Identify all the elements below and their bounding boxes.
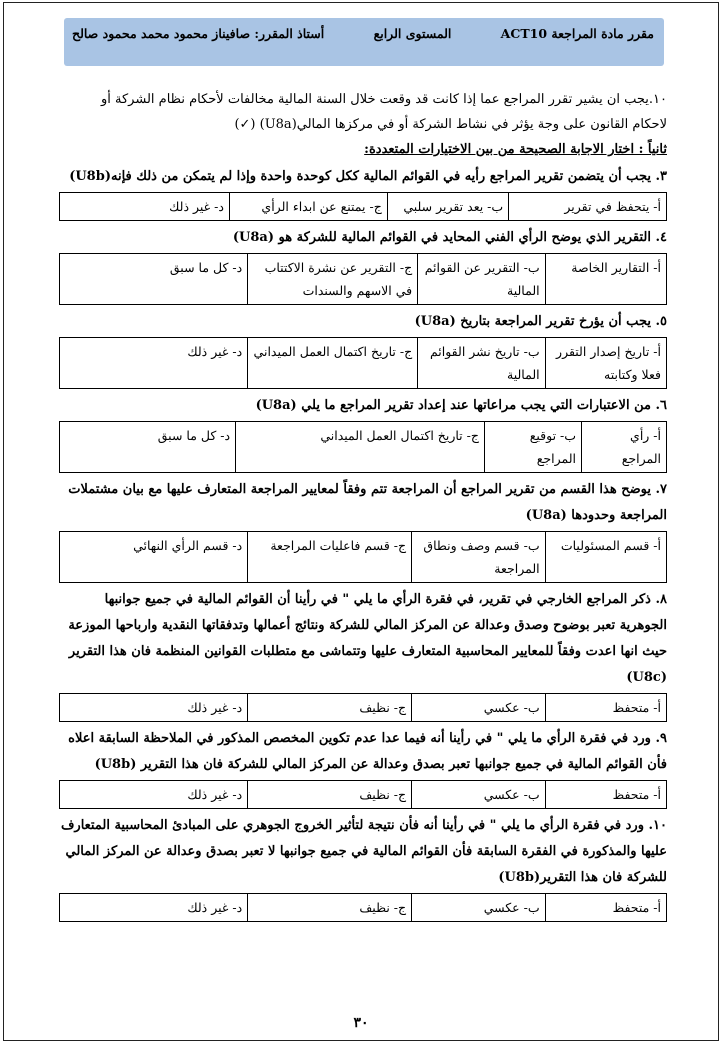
option-c[interactable]: ج- التقرير عن نشرة الاكتتاب في الاسهم والسندات <box>248 254 418 305</box>
option-a[interactable]: أ- قسم المسئوليات <box>545 532 666 583</box>
options-q3 <box>59 192 667 221</box>
option-d[interactable]: د- غير ذلك <box>60 193 230 221</box>
option-d[interactable]: د- كل ما سبق <box>60 422 236 473</box>
question-10: ١٠. ورد في فقرة الرأي ما يلي " في رأينا أنه فأن نتيجة لتأثير الخروج الجوهري على المبادئ المحاسبية المتعارف عليها والمذكورة في الفقرة السابقة فأن القوائم المالية في جميع جوانبها لا تعبر بصدق وعدالة عن المركز المالي للشركة فان هذا التقرير(U8b) <box>60 818 667 885</box>
option-b[interactable]: ب- عكسي <box>412 781 546 809</box>
option-c[interactable]: ج- نظيف <box>248 781 412 809</box>
option-d[interactable]: د- غير ذلك <box>60 781 248 809</box>
options-q8 <box>59 693 667 722</box>
option-c[interactable]: ج- قسم فاعليات المراجعة <box>248 532 412 583</box>
item10-line1: ١٠.يجب ان يشير تقرر المراجع عما إذا كانت قد وقعت خلال السنة المالية مخالفات لأحكام نظام الشركة أو <box>101 92 667 107</box>
option-d[interactable]: د- كل ما سبق <box>60 254 248 305</box>
document-page <box>3 2 719 1041</box>
options-q5 <box>59 337 667 389</box>
options-q4 <box>59 253 667 305</box>
option-a[interactable]: أ- متحفظ <box>545 894 666 922</box>
option-a[interactable]: أ- متحفظ <box>545 781 666 809</box>
option-d[interactable]: د- قسم الرأي النهائي <box>60 532 248 583</box>
options-q10 <box>59 893 667 922</box>
question-9: ٩. ورد في فقرة الرأي ما يلي " في رأينا أنه فيما عدا عدم تكوين المخصص المذكور في الملاحظة السابقة اعلاه فأن القوائم المالية في جميع جوانبها تعبر بصدق وعدالة عن المركز المالي للشركة فان هذا التقرير (U8b) <box>68 731 667 772</box>
course-title: مقرر مادة المراجعة ACT10 <box>500 26 654 41</box>
header-line <box>64 18 664 41</box>
option-d[interactable]: د- غير ذلك <box>60 338 248 389</box>
option-b[interactable]: ب- يعد تقرير سلبي <box>387 193 508 221</box>
section-title: ثانياً : اختار الاجابة الصحيحة من بين الاختيارات المتعددة: <box>364 142 667 157</box>
option-c[interactable]: ج- نظيف <box>248 694 412 722</box>
option-b[interactable]: ب- التقرير عن القوائم المالية <box>418 254 545 305</box>
question-7: ٧. يوضح هذا القسم من تقرير المراجع أن المراجعة تتم وفقاً لمعايير المراجعة المتعارف عليها مع بيان مشتملات المراجعة وحدودها (U8a) <box>68 482 667 523</box>
option-a[interactable]: أ- التقارير الخاصة <box>545 254 666 305</box>
options-q9 <box>59 780 667 809</box>
item10-line2: لاحكام القانون على وجة يؤثر في نشاط الشركة أو في مركزها المالي(U8a) (✓) <box>234 117 667 132</box>
page-number: ٣٠ <box>353 1015 369 1031</box>
question-4: ٤. التقرير الذي يوضح الرأي الفني المحايد في القوائم المالية للشركة هو (U8a) <box>232 230 667 245</box>
option-a[interactable]: أ- تاريخ إصدار التقرر فعلا وكتابته <box>545 338 666 389</box>
option-c[interactable]: ج- يمتنع عن ابداء الرأي <box>229 193 387 221</box>
option-b[interactable]: ب- عكسي <box>412 894 546 922</box>
option-c[interactable]: ج- تاريخ اكتمال العمل الميداني <box>236 422 485 473</box>
option-c[interactable]: ج- نظيف <box>248 894 412 922</box>
option-b[interactable]: ب- عكسي <box>412 694 546 722</box>
question-6: ٦. من الاعتبارات التي يجب مراعاتها عند إعداد تقرير المراجع ما يلي (U8a) <box>255 398 667 413</box>
option-d[interactable]: د- غير ذلك <box>60 894 248 922</box>
option-b[interactable]: ب- قسم وصف ونطاق المراجعة <box>412 532 546 583</box>
level-label: المستوى الرابع <box>373 26 452 41</box>
option-a[interactable]: أ- يتحفظ في تقرير <box>509 193 667 221</box>
question-3: ٣. يجب أن يتضمن تقرير المراجع رأيه في القوائم المالية ككل كوحدة واحدة وإذا لم يتمكن من ذلك فإنه(U8b) <box>69 169 667 184</box>
options-q7 <box>59 531 667 583</box>
option-c[interactable]: ج- تاريخ اكتمال العمل الميداني <box>248 338 418 389</box>
header-banner <box>64 18 664 66</box>
option-a[interactable]: أ- متحفظ <box>545 694 666 722</box>
option-b[interactable]: ب- توقيع المراجع <box>484 422 581 473</box>
content-area <box>59 87 667 926</box>
instructor-name: أستاذ المقرر: صافيناز محمود محمد محمود صالح <box>72 26 325 41</box>
question-8: ٨. ذكر المراجع الخارجي في تقرير، في فقرة الرأي ما يلي " في رأينا أن القوائم المالية في جميع جوانبها الجوهرية تعبر بوضوح وصدق وعدالة عن المركز المالي للشركة ونتائج أعمالها وتدفقاتها النقدية وارباحها الموزعة حيث انها اعدت وفقاً للمعايير المحاسبية المتعارف عليها وتتماشى مع متطلبات القوانين المنظمة فان هذا التقرير (U8c) <box>68 592 667 685</box>
option-b[interactable]: ب- تاريخ نشر القوائم المالية <box>418 338 545 389</box>
options-q6 <box>59 421 667 473</box>
option-d[interactable]: د- غير ذلك <box>60 694 248 722</box>
option-a[interactable]: أ- رأي المراجع <box>582 422 667 473</box>
question-5: ٥. يجب أن يؤرخ تقرير المراجعة بتاريخ (U8a) <box>414 314 667 329</box>
